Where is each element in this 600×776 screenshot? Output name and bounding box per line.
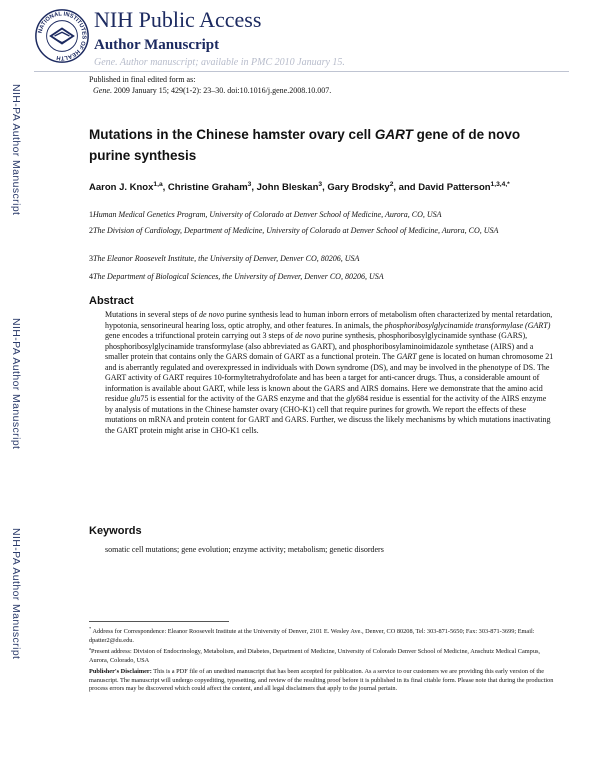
author-affiliation-mark: 3: [247, 180, 252, 188]
article-title: Mutations in the Chinese hamster ovary cell GART gene of de novo purine synthesis: [89, 127, 521, 163]
svg-text:NATIONAL INSTITUTES OF HEALTH: [38, 11, 87, 60]
published-label: Published in final edited form as:: [89, 75, 196, 84]
author-name: Christine Graham: [167, 182, 248, 193]
author-name: Aaron J. Knox: [89, 182, 154, 193]
nih-public-access-title: NIH Public Access: [94, 7, 262, 32]
nih-seal-logo: [34, 8, 90, 64]
keywords-list: somatic cell mutations; gene evolution; enzyme activity; metabolism; genetic disorders: [105, 545, 384, 554]
affiliation: 2The Division of Cardiology, Department of Medicine, University of Colorado at Denver School of Medicine, Aurora, CO, USA: [89, 226, 499, 235]
author-name: John Bleskan: [256, 182, 319, 193]
affiliation: 3The Eleanor Roosevelt Institute, the University of Denver, Denver CO, 80206, USA: [89, 254, 360, 263]
gene-name: GART: [374, 127, 413, 142]
footnote-divider: [89, 621, 229, 622]
correspondence-footnote: * Address for Correspondence: Eleanor Roosevelt Institute at the University of Denver, 2101 E. Wesley Ave., Denver, CO 80208, Tel: 303-871-5650; Fax: 303-871-3699; Email: dpatter2@du.edu.: [89, 625, 535, 644]
author-affiliation-mark: 3: [318, 180, 323, 188]
keywords-heading: Keywords: [89, 525, 142, 537]
author-manuscript-label: Author Manuscript: [94, 37, 220, 53]
publisher-disclaimer: Publisher's Disclaimer: This is a PDF file of an unedited manuscript that has been accepted for publication. As a service to our customers we are providing this early version of the manuscript. The manuscript will undergo copyediting, typesetting, and review of the resulting proof before it is published in its final citable form. Please note that during the production process errors may be discovered which could affect the content, and all legal disclaimers that apply to the journal pertain.: [89, 668, 554, 693]
sidebar-label: NIH-PA Author Manuscript: [10, 84, 22, 216]
abstract-body: Mutations in several steps of de novo purine synthesis lead to human inborn errors of metabolism often characterized by mental retardation, hypotonia, sensorineural hearing loss, optic atrophy, and other features. In animals, the phosphoribosylglycinamide transformylase (GART) gene encodes a trifunctional protein carrying out 3 steps of de novo purine synthesis, phosphoribosylglycinamide synthase (GARS), phosphoribosylglycinamide transformylase (also abbreviated as GART), and phosphoribosylaminoimidazole synthetase (AIRS) and a smaller protein that contains only the GARS domain of GART as a functional protein. The GART gene is located on human chromosome 21 and is aberrantly regulated and overexpressed in individuals with Down syndrome (DS), and may be involved in the phenotype of DS. The GART activity of GART requires 10-formyltetrahydrofolate and has been a target for anti-cancer drugs. Thus, a considerable amount of information is available about GART, while less is known about the GARS and AIRS domains. Here we demonstrate that the amino acid residue glu75 is essential for the activity of the GARS enzyme and that the gly684 residue is essential for the activity of the AIRS enzyme by analysis of mutations in the Chinese hamster ovary (CHO-K1) cell that require purines for growth. We report the effects of these mutations on mRNA and protein content for GART and GARS. Further, we discuss the likely mechanisms by which mutations inactivating the GART protein might arise in CHO-K1 cells.: [105, 310, 554, 436]
author-list: Aaron J. Knox$^{1,a}$, Christine Graham$^3$, John Bleskan$^3$, Gary Brodsky$^2$, and David Patterson$^{1,3,4,*}$: [89, 180, 510, 193]
affiliation: 1Human Medical Genetics Program, University of Colorado at Denver School of Medicine, Aurora, CO, USA: [89, 210, 442, 219]
author-name: Gary Brodsky: [327, 182, 390, 193]
citation: [93, 86, 331, 95]
sidebar-label: NIH-PA Author Manuscript: [10, 528, 22, 660]
present-address-footnote: $^a$Present address: Division of Endocrinology, Metabolism, and Diabetes, Department of Medicine, University of Colorado Denver School of Medicine, Anschutz Medical Campus, Aurora, Colorado, USA: [89, 645, 540, 664]
abstract-heading: Abstract: [89, 295, 134, 307]
author-affiliation-mark: 1,a: [153, 180, 163, 188]
author-affiliation-mark: 1,3,4,*: [490, 180, 510, 188]
affiliation: 4The Department of Biological Sciences, the University of Denver, Denver CO, 80206, USA: [89, 272, 384, 281]
citation-details: . 2009 January 15; 429(1-2): 23–30. doi:10.1016/j.gene.2008.10.007.: [109, 86, 332, 95]
header-divider: [34, 71, 569, 72]
seal-text: NATIONAL INSTITUTES OF HEALTH: [37, 11, 87, 61]
availability-note: Gene. Author manuscript; available in PMC 2010 January 15.: [94, 57, 345, 68]
author-affiliation-mark: 2: [389, 180, 394, 188]
author-name: David Patterson: [418, 182, 491, 193]
journal-name: Gene: [93, 86, 110, 95]
sidebar-label: NIH-PA Author Manuscript: [10, 318, 22, 450]
